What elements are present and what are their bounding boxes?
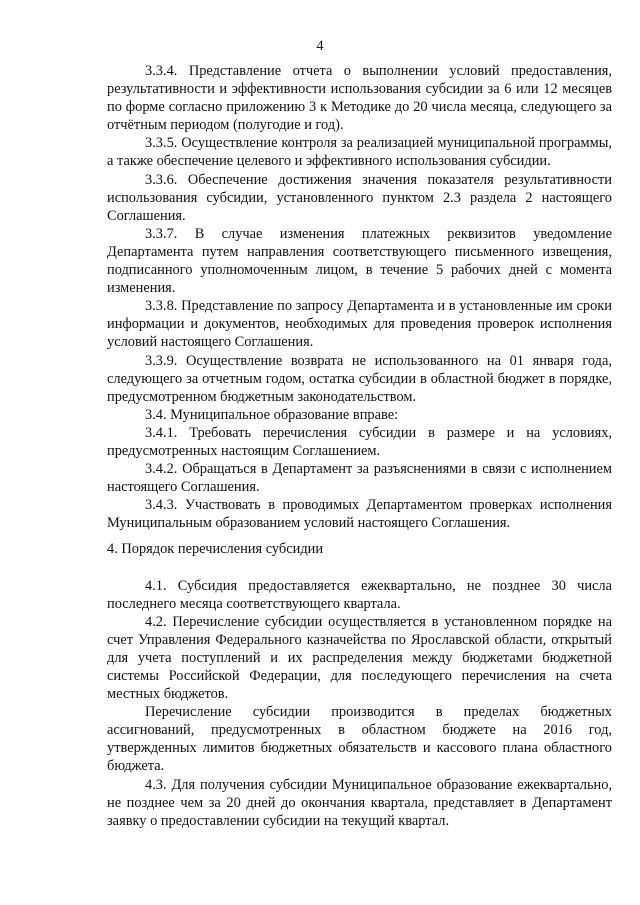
paragraph-4-1: 4.1. Субсидия предоставляется ежеквартально, не позднее 30 числа последнего месяца соответствующего квартала. [107, 577, 612, 612]
paragraph-3-3-4: 3.3.4. Представление отчета о выполнении условий предоставления, результативности и эффективности использования субсидии за 6 или 12 месяцев по форме согласно приложению 3 к Методике до 20 числа месяца, следующего за отчётным периодом (полугодие и год). [107, 63, 612, 134]
paragraph-3-4-2: 3.4.2. Обращаться в Департамент за разъяснениями в связи с исполнением настоящего Соглашения. [107, 461, 612, 496]
paragraph-4-2: 4.2. Перечисление субсидии осуществляется в установленном порядке на счет Управления Федерального казначейства по Ярославской области, открытый для учета поступлений и их распределения между бюджетами бюджетной системы Российской Федерации, для последующего перечисления на счета местных бюджетов. [107, 613, 612, 703]
paragraph-3-4-3: 3.4.3. Участвовать в проводимых Департаментом проверках исполнения Муниципальным образованием условий настоящего Соглашения. [107, 497, 612, 532]
paragraph-3-3-9: 3.3.9. Осуществление возврата не использованного на 01 января года, следующего за отчетным годом, остатка субсидии в областной бюджет в порядке, предусмотренном бюджетным законодательством. [107, 352, 612, 405]
paragraph-3-3-7: 3.3.7. В случае изменения платежных реквизитов уведомление Департамента путем направления соответствующего письменного извещения, подписанного уполномоченным лицом, в течение 5 рабочих дней с момента изменения. [107, 225, 612, 297]
paragraph-3-3-8: 3.3.8. Представление по запросу Департамента и в установленные им сроки информации и документов, необходимых для проведения проверок исполнения условий настоящего Соглашения. [107, 298, 612, 351]
section-heading: 4. Порядок перечисления субсидии [107, 541, 324, 558]
paragraph-3-3-6: 3.3.6. Обеспечение достижения значения показателя результативности использования субсидии, установленного пунктом 2.3 раздела 2 настоящего Соглашения. [107, 171, 612, 224]
paragraph-4-3: 4.3. Для получения субсидии Муниципальное образование ежеквартально, не позднее чем за 20 дней до окончания квартала, представляет в Департамент заявку о предоставлении субсидии на текущий квартал. [107, 776, 612, 829]
document-body [107, 62, 612, 830]
paragraph-3-4-1: 3.4.1. Требовать перечисления субсидии в размере и на условиях, предусмотренных настоящим Соглашением. [107, 424, 612, 459]
paragraph-3-4: 3.4. Муниципальное образование вправе: [145, 406, 399, 423]
paragraph-4-2-continued: Перечисление субсидии производится в пределах бюджетных ассигнований, предусмотренных в областном бюджете на 2016 год, утвержденных лимитов бюджетных обязательств и кассового плана областного бюджета. [107, 704, 612, 775]
paragraph-3-3-5: 3.3.5. Осуществление контроля за реализацией муниципальной программы, а также обеспечение целевого и эффективного использования субсидии. [107, 135, 612, 170]
page-number: 4 [316, 38, 324, 54]
